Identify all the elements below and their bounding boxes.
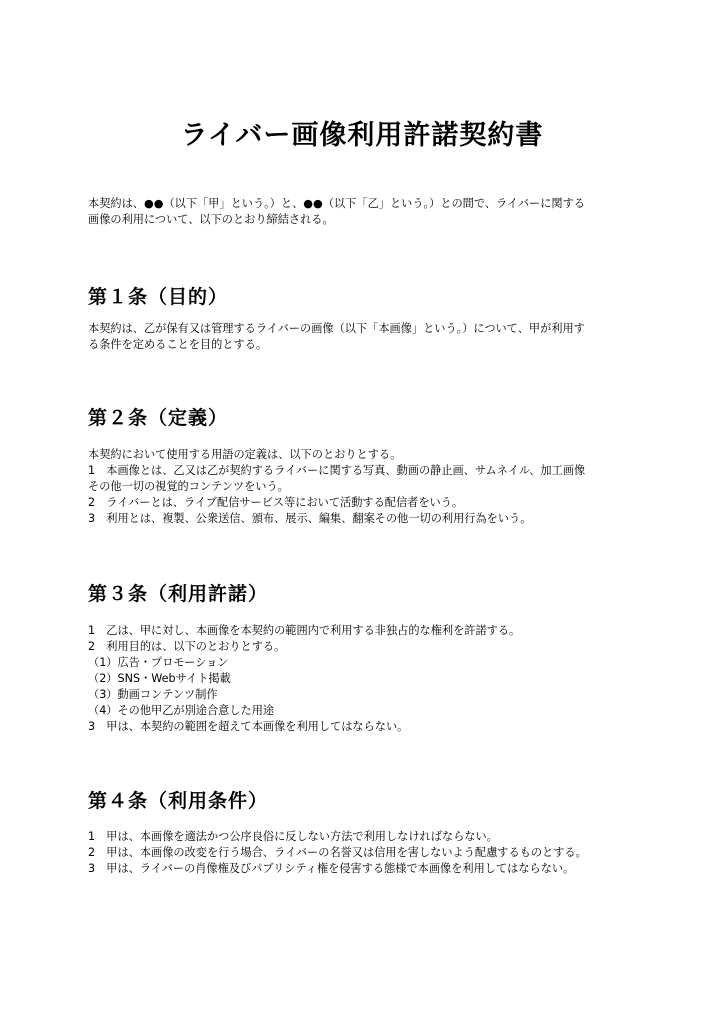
article-4-heading: 第４条（利用条件） [88, 790, 269, 812]
article-line: 1 本画像とは、乙又は乙が契約するライバーに関する写真、動画の静止画、サムネイル、加工画像 [88, 464, 586, 477]
article-line: 2 甲は、本画像の改変を行う場合、ライバーの名誉又は信用を害しないよう配慮するものとする。 [88, 846, 587, 859]
article-2-body [88, 447, 648, 527]
article-4-body [88, 829, 648, 877]
preamble [88, 196, 648, 228]
document-title: ライバー画像利用許諾契約書 [180, 120, 544, 151]
article-line: （2）SNS・Webサイト掲載 [88, 672, 231, 685]
article-1-body [88, 321, 648, 353]
preamble-line: 画像の利用について、以下のとおり締結される。 [88, 213, 334, 226]
article-line: （1）広告・プロモーション [88, 656, 229, 669]
article-line: 3 甲は、本契約の範囲を超えて本画像を利用してはならない。 [88, 720, 409, 733]
article-line: る条件を定めることを目的とする。 [88, 338, 268, 351]
article-line: その他一切の視覚的コンテンツをいう。 [88, 480, 289, 493]
preamble-line: 本契約は、●●（以下「甲」という。）と、●●（以下「乙」という。）との間で、ライバーに関する [88, 197, 585, 210]
article-1-heading: 第１条（目的） [88, 286, 229, 308]
article-line: 3 利用とは、複製、公衆送信、頒布、展示、編集、翻案その他一切の利用行為をいう。 [88, 512, 532, 525]
article-3-body [88, 623, 648, 735]
article-line: 本契約において使用する用語の定義は、以下のとおりとする。 [88, 448, 402, 461]
article-line: 2 利用目的は、以下のとおりとする。 [88, 640, 286, 653]
article-2-heading: 第２条（定義） [88, 407, 229, 429]
article-3-heading: 第３条（利用許諾） [88, 583, 269, 605]
article-line: （4）その他甲乙が別途合意した用途 [88, 704, 275, 717]
article-line: 2 ライバーとは、ライブ配信サービス等において活動する配信者をいう。 [88, 496, 464, 509]
article-line: 本契約は、乙が保有又は管理するライバーの画像（以下「本画像」という。）について、甲が利用す [88, 322, 585, 335]
article-line: 3 甲は、ライバーの肖像権及びパブリシティ権を侵害する態様で本画像を利用してはならない。 [88, 862, 575, 875]
article-line: 1 乙は、甲に対し、本画像を本契約の範囲内で利用する非独占的な権利を許諾する。 [88, 624, 521, 637]
article-line: 1 甲は、本画像を適法かつ公序良俗に反しない方法で利用しなければならない。 [88, 830, 498, 843]
article-line: （3）動画コンテンツ制作 [88, 688, 218, 701]
